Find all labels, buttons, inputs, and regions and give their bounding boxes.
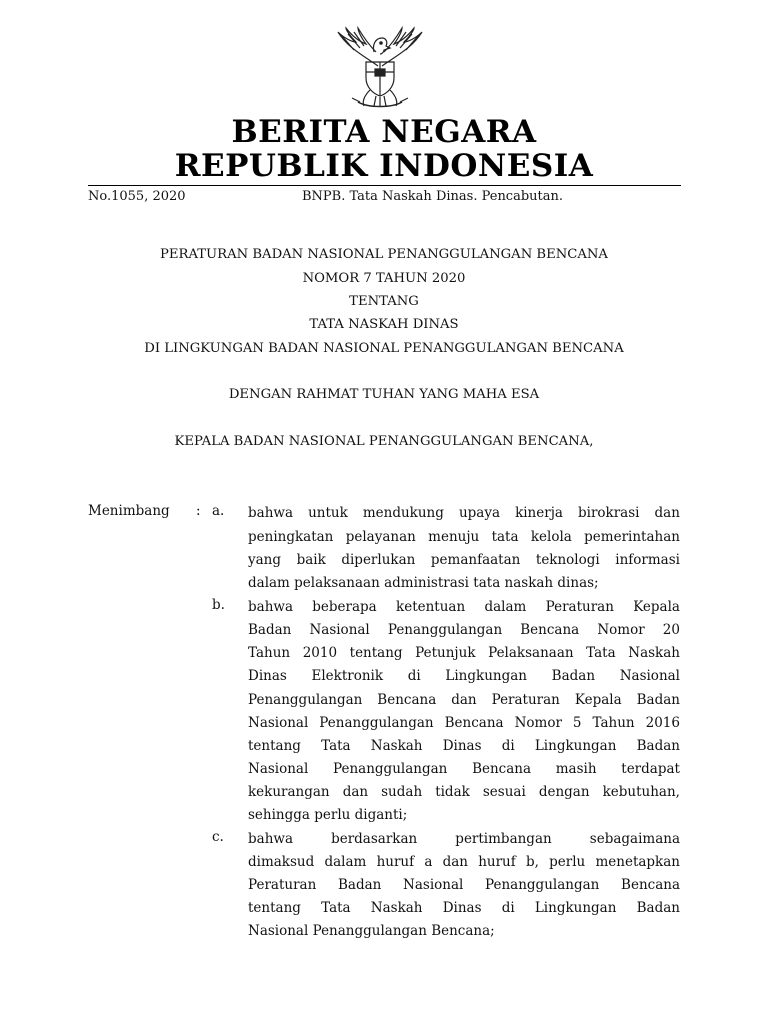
word: Badan [551,668,596,684]
word: yang [248,552,282,568]
word: mendukung [362,505,444,521]
word: pemerintahan [584,529,680,545]
word: 2010 [302,645,338,661]
regulation-number: NOMOR 7 TAHUN 2020 [302,271,466,286]
word: Badan [636,900,680,916]
word: dan [442,854,468,870]
considering-label: Menimbang [88,503,170,519]
word: sesuai [482,784,526,800]
word: Penanggulangan [248,692,363,708]
item-a-line: dalam pelaksanaan administrasi tata naskah dinas; [248,575,599,591]
regulation-scope: DI LINGKUNGAN BADAN NASIONAL PENANGGULANGAN BENCANA [144,341,624,356]
word: pemanfaatan [430,552,521,568]
word: menetapkan [595,854,680,870]
word: Nomor [597,622,645,638]
word: dan [451,692,477,708]
item-b-line [248,622,680,638]
word: berdasarkan [331,831,418,847]
word: kebutuhan, [602,784,680,800]
word: birokrasi [578,505,640,521]
word: informasi [615,552,680,568]
item-a-line [248,505,680,521]
blessing-line: DENGAN RAHMAT TUHAN YANG MAHA ESA [228,387,540,402]
word: 20 [662,622,680,638]
word: Nasional [248,715,309,731]
word: terdapat [621,761,680,777]
item-a-line [248,529,680,545]
word: Penanggulangan [333,761,448,777]
word: dalam [324,854,367,870]
word: Nasional [309,622,370,638]
considering-colon: : [196,503,201,519]
item-b-line: sehingga perlu diganti; [248,807,408,823]
word: teknologi [535,552,600,568]
word: Bencana [377,692,437,708]
word: upaya [458,505,500,521]
word: 5 [572,715,582,731]
item-b-line [248,715,680,731]
word: baik [296,552,326,568]
item-c-line [248,877,680,893]
item-b-line [248,784,680,800]
word: masih [555,761,597,777]
item-c-line: Nasional Penanggulangan Bencana; [248,923,495,939]
word: Pelaksanaan [488,645,574,661]
word: di [501,738,515,754]
item-b-line [248,692,680,708]
masthead-title-line1: BERITA NEGARA [231,114,537,150]
word: Badan [636,738,680,754]
word: Naskah [370,738,423,754]
word: Bencana [520,622,580,638]
word: Nomor [514,715,562,731]
word: bahwa [248,831,293,847]
gazette-number: No.1055, 2020 [88,189,186,204]
word: Badan [248,622,292,638]
word: dan [342,784,369,800]
word: di [501,900,515,916]
word: Naskah [370,900,423,916]
word: huruf [376,854,415,870]
word: kinerja [515,505,563,521]
word: beberapa [312,599,377,615]
word: menuju [428,529,480,545]
word: Bencana [621,877,680,893]
word: pelayanan [345,529,416,545]
header-divider [88,185,681,186]
word: Badan [636,692,680,708]
word: Dinas [248,668,287,684]
item-b-line [248,668,680,684]
word: Kepala [633,599,680,615]
item-c-line [248,854,680,870]
word: Bencana [472,761,532,777]
item-c-line [248,900,680,916]
word: tata [491,529,519,545]
word: sudah [381,784,423,800]
word: ketentuan [396,599,466,615]
word: Nasional [248,761,309,777]
word: kekurangan [248,784,330,800]
word: Tata [321,900,351,916]
word: Lingkungan [534,738,617,754]
word: Petunjuk [415,645,476,661]
word: Dinas [442,738,482,754]
word: b, [525,854,539,870]
word: Lingkungan [445,668,527,684]
word: huruf [478,854,516,870]
item-b-line [248,599,680,615]
item-letter-b: b. [212,597,225,613]
word: Tata [321,738,351,754]
item-b-line [248,645,680,661]
item-letter-c: c. [212,829,224,845]
word: Tahun [248,645,291,661]
word: Elektronik [311,668,384,684]
word: Naskah [628,645,680,661]
word: Nasional [619,668,680,684]
regulation-about: TENTANG [349,294,419,309]
word: tentang [248,900,301,916]
word: Nasional [403,877,464,893]
word: Bencana [444,715,504,731]
item-c-line [248,831,680,847]
word: Kepala [574,692,622,708]
word: pertimbangan [455,831,552,847]
word: untuk [308,505,348,521]
issuer-line: KEPALA BADAN NASIONAL PENANGGULANGAN BENCANA, [174,434,594,449]
item-b-line [248,761,680,777]
regulation-subject: TATA NASKAH DINAS [309,317,459,332]
word: tidak [435,784,470,800]
word: Penanggulangan [319,715,434,731]
word: dalam [484,599,527,615]
word: Dinas [442,900,482,916]
word: diperlukan [341,552,416,568]
item-letter-a: a. [212,503,225,519]
word: Penanggulangan [387,622,503,638]
word: Lingkungan [534,900,617,916]
word: Badan [337,877,382,893]
word: dimaksud [248,854,315,870]
word: dengan [538,784,590,800]
word: tentang [349,645,403,661]
word: bahwa [248,599,293,615]
word: Tahun [592,715,635,731]
word: sebagaimana [589,831,680,847]
word: perlu [549,854,586,870]
word: peningkatan [248,529,334,545]
gazette-topic: BNPB. Tata Naskah Dinas. Pencabutan. [302,189,564,204]
word: kelola [530,529,572,545]
word: a [424,854,433,870]
word: dan [654,505,680,521]
word: Peraturan [248,877,317,893]
regulation-title-line: PERATURAN BADAN NASIONAL PENANGGULANGAN BENCANA [160,247,608,262]
item-b-line [248,738,680,754]
item-a-line [248,552,680,568]
word: bahwa [248,505,293,521]
word: Peraturan [491,692,560,708]
word: di [407,668,421,684]
word: Peraturan [545,599,614,615]
word: tentang [248,738,301,754]
garuda-emblem-icon [334,26,426,110]
masthead-title-line2: REPUBLIK INDONESIA [174,148,594,184]
word: 2016 [645,715,680,731]
word: Penanggulangan [485,877,600,893]
word: Tata [586,645,616,661]
